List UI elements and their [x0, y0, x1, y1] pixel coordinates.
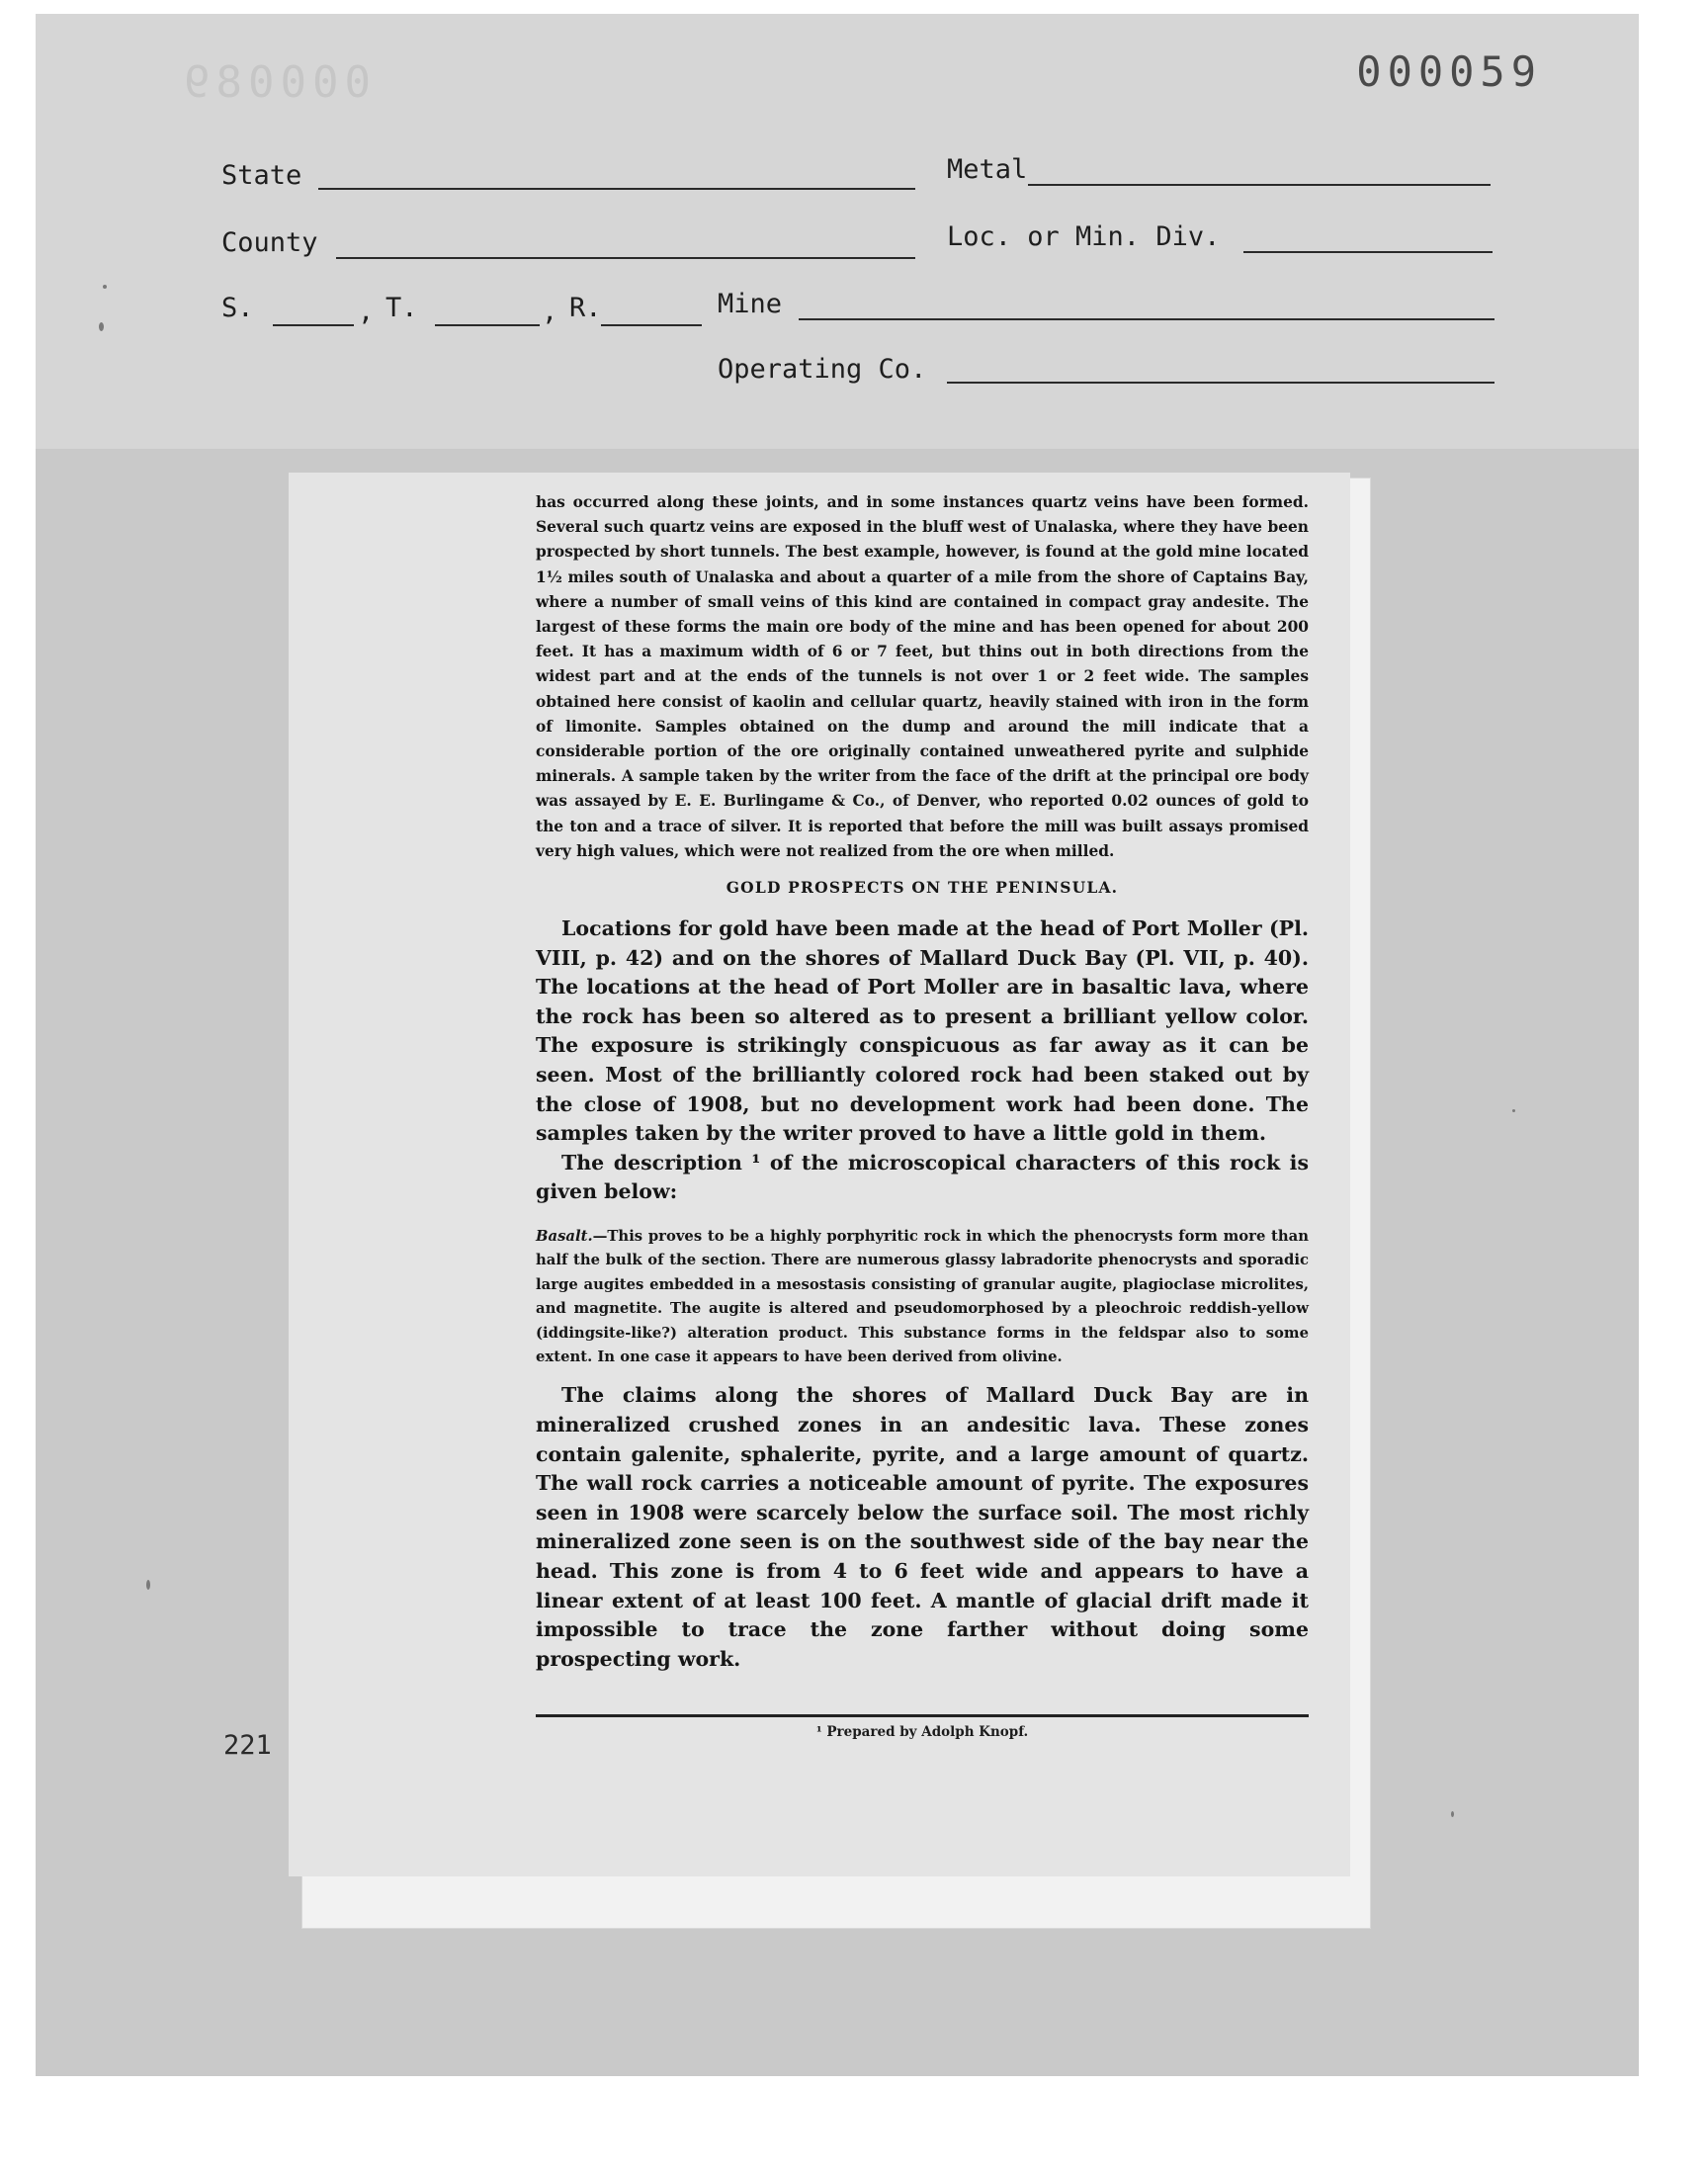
- state-field[interactable]: [318, 188, 915, 190]
- bleed-through-number: 000089: [178, 57, 371, 108]
- basalt-text: —This proves to be a highly porphyritic rock in which the phenocrysts form more than half the bulk of the section. There are numerous glassy labradorite phenocrysts and sporadic large augites embedded in a mesostasis consisting of granular augite, plagioclase microlites, and magnetite. The augite is altered and pseudomorphosed by a pleochroic reddish-yellow (iddingsite-like?) alteration product. This substance forms in the feldspar also to some extent. In one case it appears to have been derived from olivine.: [536, 1227, 1309, 1366]
- comma-1: ,: [358, 297, 375, 327]
- section-heading: GOLD PROSPECTS ON THE PENINSULA.: [726, 878, 1119, 898]
- range-field[interactable]: [601, 324, 702, 326]
- paragraph-mallard-duck-bay: The claims along the shores of Mallard Duck Bay are in mineralized crushed zones in an andesitic lava. These zones contain galenite, sphalerite, pyrite, and a large amount of quartz. The wall rock carries a noticeable amount of pyrite. The exposures seen in 1908 were scarcely below the surface soil. The most richly mineralized zone seen is on the southwest side of the bay near the head. This zone is from 4 to 6 feet wide and appears to have a linear extent of at least 100 feet. A mantle of glacial drift made it impossible to trace the zone farther without doing some prospecting work.: [536, 1383, 1309, 1671]
- speck: [103, 285, 107, 289]
- range-label: R.: [569, 293, 602, 323]
- mine-field[interactable]: [799, 318, 1494, 320]
- footnote-rule: [536, 1714, 1309, 1717]
- township-field[interactable]: [435, 324, 540, 326]
- mine-label: Mine: [718, 289, 783, 319]
- footnote: ¹ Prepared by Adolph Knopf.: [815, 1724, 1029, 1740]
- page-text: [536, 490, 1309, 1674]
- loc-or-min-div-field[interactable]: [1243, 251, 1493, 253]
- township-label: T.: [385, 293, 418, 323]
- paragraph-unalaska-veins: has occurred along these joints, and in some instances quartz veins have been formed. Several such quartz veins are exposed in the bluff west of Unalaska, where they have been prospected by short tunnels. The best example, however, is found at the gold mine located 1½ miles south of Unalaska and about a quarter of a mile from the shore of Captains Bay, where a number of small veins of this kind are contained in compact gray andesite. The largest of these forms the main ore body of the mine and has been opened for about 200 feet. It has a maximum width of 6 or 7 feet, but thins out in both directions from the widest part and at the ends of the tunnels is not over 1 or 2 feet wide. The samples obtained here consist of kaolin and cellular quartz, heavily stained with iron in the form of limonite. Samples obtained on the dump and around the mill indicate that a considerable portion of the ore originally contained unweathered pyrite and sulphide minerals. A sample taken by the writer from the face of the drift at the principal ore body was assayed by E. E. Burlingame & Co., of Denver, who reported 0.02 ounces of gold to the ton and a trace of silver. It is reported that before the mill was built assays promised very high values, which were not realized from the ore when milled.: [536, 493, 1309, 860]
- county-field[interactable]: [336, 257, 915, 259]
- county-label: County: [221, 227, 318, 258]
- operating-co-field[interactable]: [947, 382, 1494, 384]
- card-page-number: 221: [223, 1730, 272, 1761]
- operating-co-label: Operating Co.: [718, 354, 927, 385]
- paragraph-port-moller: Locations for gold have been made at the head of Port Moller (Pl. VIII, p. 42) and on the shores of Mallard Duck Bay (Pl. VII, p. 40). The locations at the head of Port Moller are in basaltic lava, where the rock has been so altered as to present a brilliant yellow color. The exposure is strikingly conspicuous as far away as it can be seen. Most of the brilliantly colored rock had been staked out by the close of 1908, but no development work had been done. The samples taken by the writer proved to have a little gold in them.: [536, 916, 1309, 1146]
- speck: [1512, 1109, 1515, 1112]
- basalt-term: Basalt.: [536, 1227, 593, 1245]
- document-number: 000059: [1356, 47, 1542, 96]
- metal-field[interactable]: [1028, 184, 1491, 186]
- section-label: S.: [221, 293, 254, 323]
- speck: [146, 1580, 150, 1590]
- paragraph-description-intro: The description ¹ of the microscopical characters of this rock is given below:: [536, 1150, 1309, 1204]
- metal-label: Metal: [947, 154, 1028, 185]
- state-label: State: [221, 160, 302, 191]
- comma-2: ,: [542, 297, 558, 327]
- section-field[interactable]: [273, 324, 354, 326]
- speck: [1451, 1811, 1454, 1817]
- speck: [99, 322, 104, 331]
- loc-or-min-div-label: Loc. or Min. Div.: [947, 221, 1221, 252]
- basalt-description: [536, 1225, 1309, 1369]
